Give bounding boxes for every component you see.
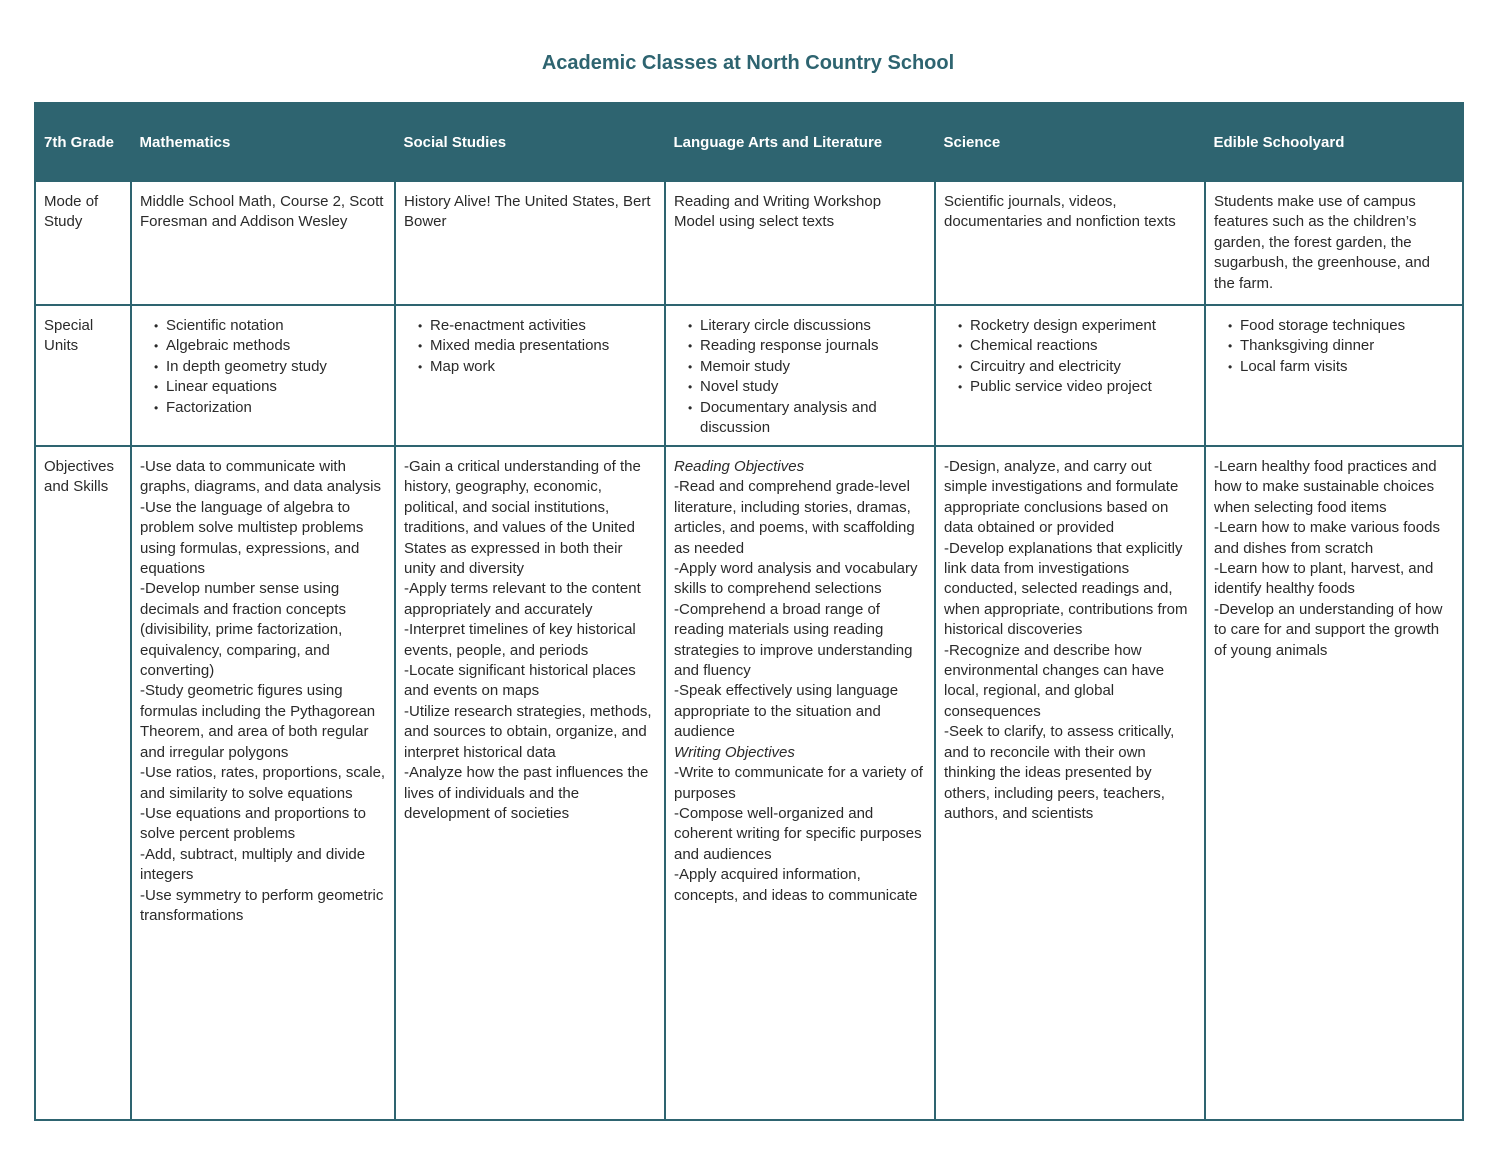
list-item: • Food storage techniques	[1230, 316, 1454, 336]
list-item: • Map work	[420, 357, 656, 377]
row-label-units: Special Units	[35, 305, 131, 446]
objectives-language-arts	[665, 446, 935, 1120]
mode-science: Scientific journals, videos, documentaries and nonfiction texts	[935, 181, 1205, 305]
units-edible-schoolyard	[1205, 305, 1463, 446]
objective-item: -Develop number sense using decimals and fraction concepts (divisibility, prime factorization, equivalency, comparing, and converting)	[140, 580, 346, 680]
units-list	[674, 316, 926, 438]
units-social-studies	[395, 305, 665, 446]
mode-of-study-row	[35, 181, 1463, 305]
row-label-mode: Mode of Study	[35, 181, 131, 305]
header-grade: 7th Grade	[35, 103, 131, 181]
units-language-arts	[665, 305, 935, 446]
header-edible-schoolyard: Edible Schoolyard	[1205, 103, 1463, 181]
page-title: Academic Classes at North Country School	[541, 52, 955, 74]
list-item: • Documentary analysis and discussion	[690, 398, 926, 439]
units-list	[404, 316, 656, 377]
mode-language-arts: Reading and Writing Workshop Model using select texts	[665, 181, 935, 305]
objective-item: -Gain a critical understanding of the history, geography, economic, political, and social institutions, traditions, and values of the United States as expressed in both their unity and diversity	[404, 458, 641, 578]
objectives-edible-schoolyard	[1205, 446, 1463, 1120]
objective-item: -Read and comprehend grade-level literature, including stories, dramas, articles, and poems, with scaffolding as needed	[674, 478, 915, 557]
objective-item: -Recognize and describe how environmental changes can have local, regional, and global consequences	[944, 641, 1165, 720]
header-science: Science	[935, 103, 1205, 181]
row-label-objectives: Objectives and Skills	[35, 446, 131, 1120]
objective-item: -Use the language of algebra to problem solve multistep problems using formulas, expressions, and equations	[140, 498, 364, 578]
list-item: • Novel study	[690, 377, 926, 397]
objective-item: -Write to communicate for a variety of purposes	[674, 764, 923, 802]
list-item: • Local farm visits	[1230, 357, 1454, 377]
list-item: • Rocketry design experiment	[960, 316, 1196, 336]
header-row	[35, 103, 1463, 181]
objective-item: -Develop explanations that explicitly link data from investigations conducted, selected readings and, when appropriate, contributions from historical discoveries	[944, 539, 1188, 639]
objective-item: -Use ratios, rates, proportions, scale, and similarity to solve equations	[140, 764, 386, 802]
mode-social-studies: History Alive! The United States, Bert Bower	[395, 181, 665, 305]
units-list	[1214, 316, 1454, 377]
objective-item: -Utilize research strategies, methods, and sources to obtain, organize, and interpret historical data	[404, 702, 652, 761]
header-language-arts: Language Arts and Literature	[665, 103, 935, 181]
list-item: • Re-enactment activities	[420, 316, 656, 336]
units-list	[140, 316, 386, 418]
objective-item: -Study geometric figures using formulas including the Pythagorean Theorem, and area of both regular and irregular polygons	[140, 682, 376, 761]
objective-item: -Add, subtract, multiply and divide integers	[140, 845, 366, 884]
objective-item: -Apply terms relevant to the content appropriately and accurately	[404, 580, 641, 618]
list-item: • In depth geometry study	[156, 357, 386, 377]
objectives-science	[935, 446, 1205, 1120]
list-item: • Mixed media presentations	[420, 336, 656, 356]
mode-mathematics: Middle School Math, Course 2, Scott Foresman and Addison Wesley	[131, 181, 395, 305]
objective-item: -Apply acquired information, concepts, and ideas to communicate	[674, 866, 918, 904]
objective-item: -Comprehend a broad range of reading materials using reading strategies to improve understanding and fluency	[674, 600, 913, 680]
mode-edible-schoolyard: Students make use of campus features such as the children’s garden, the forest garden, the sugarbush, the greenhouse, and the farm.	[1205, 181, 1463, 305]
list-item: • Linear equations	[156, 377, 386, 397]
list-item: • Chemical reactions	[960, 336, 1196, 356]
objective-item: -Interpret timelines of key historical events, people, and periods	[404, 621, 636, 659]
objective-item: -Locate significant historical places and events on maps	[404, 662, 636, 700]
list-item: • Literary circle discussions	[690, 316, 926, 336]
objective-item: -Speak effectively using language appropriate to the situation and audience	[674, 682, 899, 741]
objective-item: -Analyze how the past influences the lives of individuals and the development of societies	[404, 764, 649, 822]
objective-item: -Apply word analysis and vocabulary skills to comprehend selections	[674, 560, 918, 598]
header-mathematics: Mathematics	[131, 103, 395, 181]
list-item: • Circuitry and electricity	[960, 357, 1196, 377]
reading-objectives-list	[674, 477, 926, 742]
curriculum-table	[34, 102, 1464, 1121]
units-list	[944, 316, 1196, 398]
writing-objectives-heading: Writing Objectives	[674, 743, 795, 761]
objective-item: -Use equations and proportions to solve percent problems	[140, 804, 366, 843]
list-item: • Memoir study	[690, 357, 926, 377]
objectives-social-studies	[395, 446, 665, 1120]
list-item: • Thanksgiving dinner	[1230, 336, 1454, 356]
header-social-studies: Social Studies	[395, 103, 665, 181]
list-item: • Reading response journals	[690, 336, 926, 356]
units-science	[935, 305, 1205, 446]
list-item: • Scientific notation	[156, 316, 386, 336]
list-item: • Public service video project	[960, 377, 1196, 397]
objective-item: -Use symmetry to perform geometric transformations	[140, 886, 384, 924]
objective-item: -Seek to clarify, to assess critically, and to reconcile with their own thinking the ideas presented by others, including peers, teachers, authors, and scientists	[944, 723, 1175, 822]
reading-objectives-heading: Reading Objectives	[674, 458, 805, 475]
objective-item: -Learn how to make various foods and dishes from scratch	[1214, 519, 1440, 557]
objective-item: -Use data to communicate with graphs, diagrams, and data analysis	[140, 458, 381, 496]
objective-item: -Learn how to plant, harvest, and identify healthy foods	[1214, 560, 1434, 598]
objective-item: -Compose well-organized and coherent writing for specific purposes and audiences	[674, 804, 922, 863]
objective-item: -Design, analyze, and carry out simple investigations and formulate appropriate conclusions based on data obtained or provided	[944, 458, 1179, 537]
objective-item: -Learn healthy food practices and how to make sustainable choices when selecting food items	[1214, 458, 1437, 516]
writing-objectives-list	[674, 763, 926, 906]
objectives-mathematics	[131, 446, 395, 1120]
list-item: • Factorization	[156, 398, 386, 418]
objective-item: -Develop an understanding of how to care for and support the growth of young animals	[1214, 600, 1443, 659]
units-mathematics	[131, 305, 395, 446]
list-item: • Algebraic methods	[156, 336, 386, 356]
special-units-row	[35, 305, 1463, 446]
objectives-row	[35, 446, 1463, 1120]
